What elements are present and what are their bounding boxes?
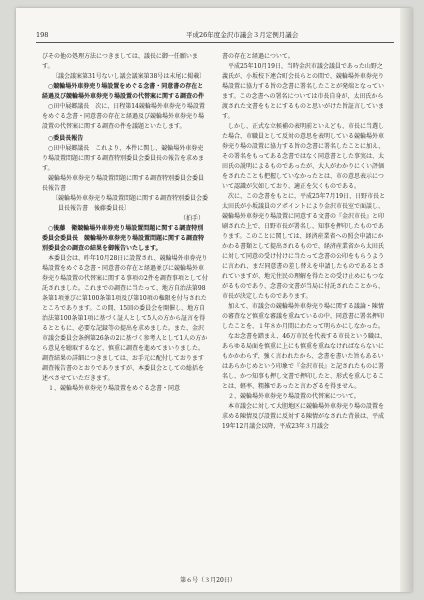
left-column-paragraph: ○後藤 衛競輪場外車券売り場設置問題に関する調査特別委員会委員長 競輪場外車券売り場設置問題に関する調査特別委員会の調査の結果を御報告いたします。 bbox=[42, 225, 205, 252]
right-column-paragraph: 書の存在と経過について。 bbox=[222, 53, 294, 60]
left-column-paragraph: 本委員会は、昨年10月28日に設置され、競輪場外車券売り場設置をめぐる念書・同意書の存在と経過並びに競輪場外車券売り場設置の代替案に関する事項の2件を調査事項として付託されました。これまでの調査に当たって、地方自治法第98条第1項並びに第100条第1項及び第10項の権限を付与されたところであります。この間、15回の委員会を開催し、地方自治法第100条第1項に基づく証人として5人の方から証言を得るとともに、必要な記録等の提出を求めました。また、金沢市議会委員会条例第26条の2に基づく参考人として1人の方から意見を聴取するなど、慎重に調査を進めてまいりました。調査結果の詳細につきましては、お手元に配付しております調査報告書のとおりでありますが、本委員会としての総括を述べさせていただきます。 bbox=[42, 255, 208, 382]
right-column-paragraph: 次に、この念書をもとに、平成25年7月19日、日野市長と太田氏が小坂議員のアポイントにより金沢市長室で面談し、競輪場外車券売り場設置に同意する文書の『金沢市長』と印刷された上で、日野市長が署名し、知事を押印したものであります。このことに関しては、経済産業省への照会申請にかかわる書類として提出されるもので、経済産業省から太田氏に対して同意の受け付けに当たって念書の公印をもらうように言われ、まだ同意書の差し替えを申請したものであるとされていますが、地元住民の理解を得たとの受け止めにもつながるものであり、念書の文書が当局に付託されたことから、市長が決定したものであります。 bbox=[222, 193, 386, 300]
page-footer: 第６号（３月20日） bbox=[180, 577, 236, 584]
right-column bbox=[222, 52, 388, 580]
left-column-paragraph: ○競輪場外車券売り場設置をめぐる念書・同意書の存在と経過及び競輪場外車券売り場設置の代替案に関する調査の件 bbox=[42, 83, 205, 100]
right-column-paragraph: 平成25年10月19日、当時金沢市議会議員であった山野之義氏が、小坂校下連合町会長らとの間で、競輪場外車券売り場設置に協力する旨の念書に署名したことが発端となっています。この念書への署名については市長自身が、太田氏から渡された文書をもとにするものと思いがけた旨証言しています。 bbox=[222, 63, 385, 120]
left-column-paragraph: ○田中展郷議長 次に、日程第14競輪場外車券売り場設置をめぐる念書・同意書の存在と経過及び競輪場外車券売り場設置の代替案に関する調査の件を議題といたします。 bbox=[42, 103, 205, 130]
page-header bbox=[36, 28, 394, 43]
page-spine-shadow bbox=[400, 8, 412, 592]
right-column-paragraph: 本市議会に対して大胆地区に競輪場外車券売り場の設置を求める陳情及び設置に反対する陳情がなされた背景は、平成19年12月議会以降、平成23年３月議会 bbox=[222, 403, 385, 430]
left-column-paragraph: （拍手） bbox=[179, 215, 204, 222]
running-title: 平成26年度金沢市議会３月定例月議会 bbox=[186, 31, 299, 39]
left-column-paragraph: 競輪場外車券売り場設置問題に関する調査特別委員会委員長報告書 bbox=[42, 175, 205, 192]
left-column bbox=[42, 52, 208, 580]
right-column-paragraph: しかし、正式な立候補の表明前といえども、市長に当選した場合、市職員として反対の意思を表明している競輪場外車券売り場の設置に協力する旨の念書に署名したことに加え、その署名をもってある念書ではなく同意書とした事実は、太田氏の説明によるものであったが、大人がわかりにくい評価をされたことも把握していなかったとは、市の意思表示について認識が欠如しており、適正を欠くものである。 bbox=[222, 123, 385, 190]
left-column-paragraph: びその他の処理方法につきましては、議長に御一任願います。 bbox=[42, 53, 198, 70]
document-page bbox=[16, 8, 412, 592]
left-column-paragraph: 〔競輪場外車券売り場設置問題に関する調査特別委員会委員長報告書 後藤委員長〕 bbox=[52, 195, 208, 212]
page-number: 198 bbox=[36, 31, 49, 39]
right-column-paragraph: なお念書を踏まえ、46万市民を代表する市長という職は、あらゆる局面を慎重に上にも慎重を重ねなければならないにもかかわらず、強く言われたから、念書を書いた旨もあるいはあらかじめという印象で『金沢市長』と記されたものに署名し、かつ知事も押し文書で押印したと、形式を重んじることは、軽率、粗雑であったと言わざるを得ません。 bbox=[222, 333, 386, 390]
right-column-paragraph: ２、競輪場外車券売り場設置の代替案について。 bbox=[228, 393, 360, 400]
left-column-paragraph: 〔議会議案第31号ないし議会議案第38号は末尾に掲載〕 bbox=[52, 73, 206, 80]
left-column-paragraph: １、競輪場外車券売り場設置をめぐる念書・同意 bbox=[48, 385, 181, 392]
right-column-paragraph: 加えて、市議会の競輪場外車券売り場に関する議論・陳情の審査など慎重な審議を重ねているの中、同意書に署名押印したことを、１年８か月間にわたって明らかにしなかった。 bbox=[222, 303, 385, 330]
left-column-paragraph: ○田中展郷議長 これより、本件に関し、競輪場外車券売り場設置問題に関する調査特別委員会委員長の報告を求めます。 bbox=[42, 145, 205, 172]
left-column-paragraph: ○委員長報告 bbox=[48, 135, 84, 142]
